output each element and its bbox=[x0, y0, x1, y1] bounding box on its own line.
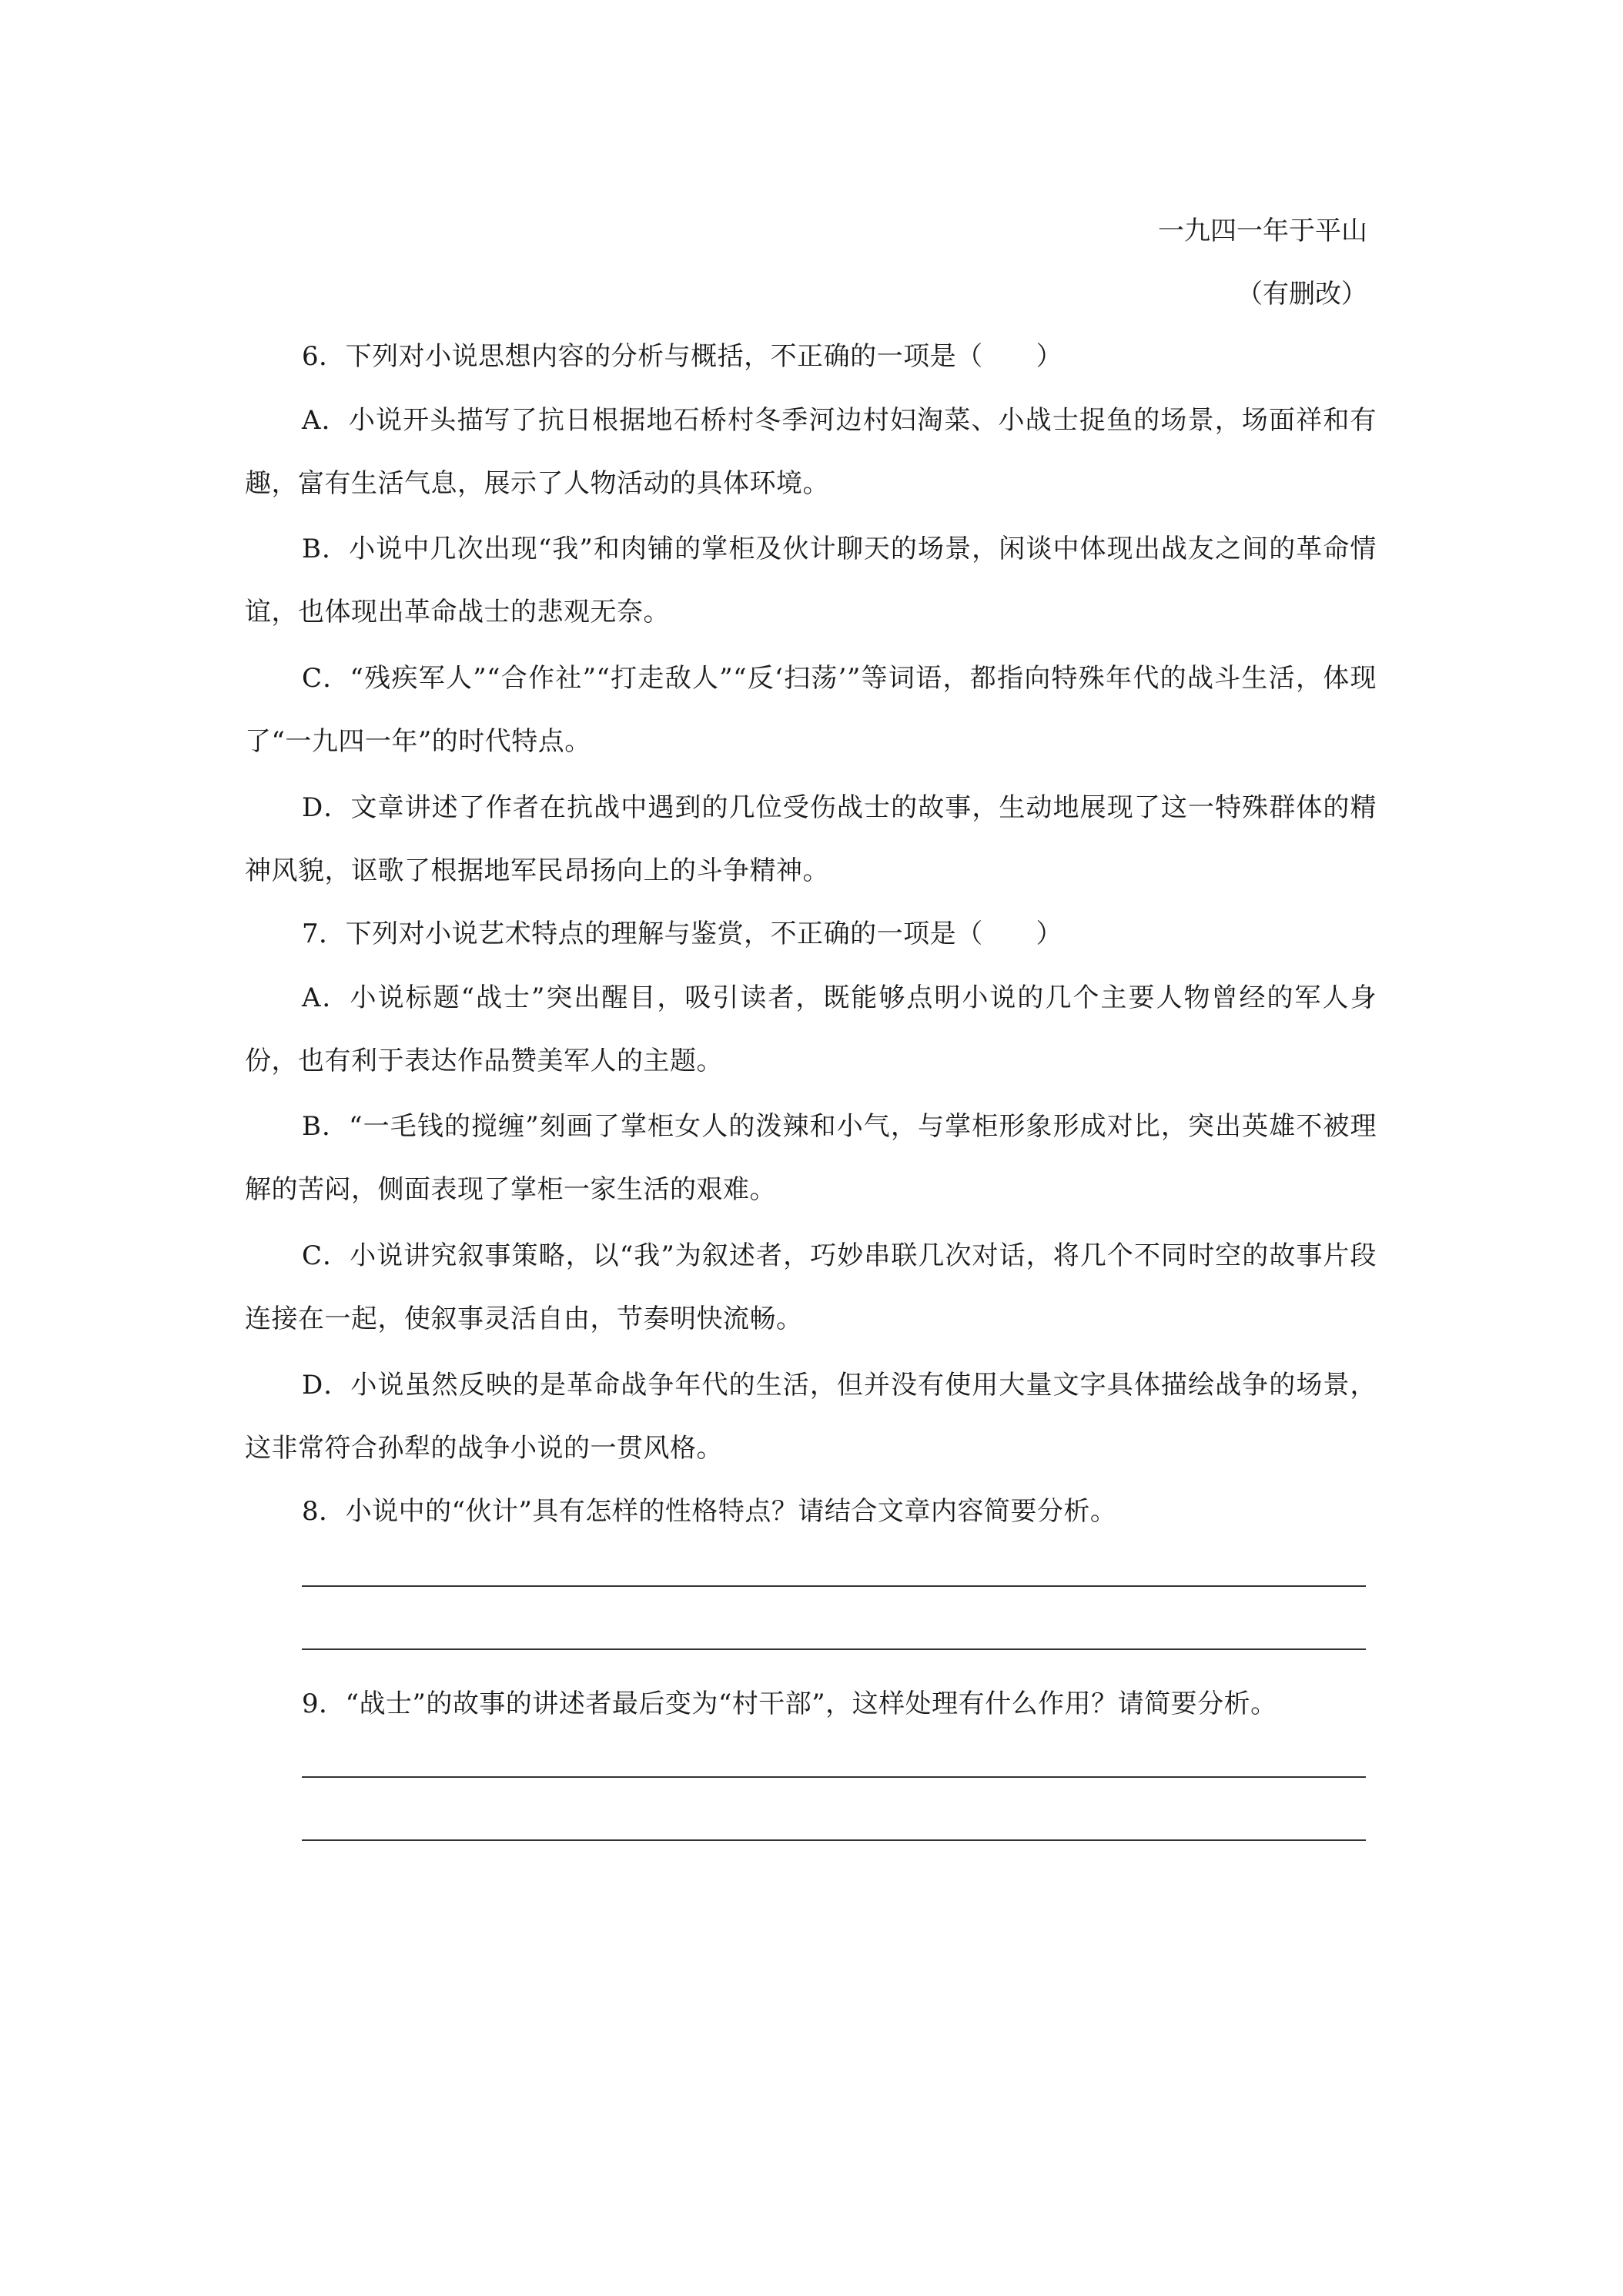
question-7-option-c: C．小说讲究叙事策略，以“我”为叙述者，巧妙串联几次对话，将几个不同时空的故事片段连接在一起，使叙事灵活自由，节奏明快流畅。 bbox=[245, 1240, 1377, 1334]
question-8-stem: 8．小说中的“伙计”具有怎样的性格特点？请结合文章内容简要分析。 bbox=[302, 1496, 1117, 1527]
question-6-option-a: A．小说开头描写了抗日根据地石桥村冬季河边村妇淘菜、小战士捉鱼的场景，场面祥和有趣，富有生活气息，展示了人物活动的具体环境。 bbox=[245, 405, 1377, 499]
question-7-stem: 7．下列对小说艺术特点的理解与鉴赏，不正确的一项是（ ） bbox=[302, 919, 1063, 949]
question-9-answer-line-1[interactable] bbox=[302, 1776, 1366, 1778]
question-8-answer-line-2[interactable] bbox=[302, 1648, 1366, 1650]
question-9-answer-line-2[interactable] bbox=[302, 1839, 1366, 1841]
source-date-place: 一九四一年于平山 bbox=[1158, 216, 1367, 246]
question-7-option-a: A．小说标题“战士”突出醒目，吸引读者，既能够点明小说的几个主要人物曾经的军人身份，也有利于表达作品赞美军人的主题。 bbox=[245, 982, 1377, 1076]
question-8-answer-line-1[interactable] bbox=[302, 1585, 1366, 1587]
question-7-option-b: B．“一毛钱的搅缠”刻画了掌柜女人的泼辣和小气，与掌柜形象形成对比，突出英雄不被理解的苦闷，侧面表现了掌柜一家生活的艰难。 bbox=[245, 1111, 1377, 1205]
question-6-stem: 6．下列对小说思想内容的分析与概括，不正确的一项是（ ） bbox=[302, 341, 1063, 372]
source-note: （有删改） bbox=[1236, 279, 1367, 310]
question-6-option-b: B．小说中几次出现“我”和肉铺的掌柜及伙计聊天的场景，闲谈中体现出战友之间的革命情谊，也体现出革命战士的悲观无奈。 bbox=[245, 534, 1377, 628]
question-6-option-c: C．“残疾军人”“合作社”“打走敌人”“反‘扫荡’”等词语，都指向特殊年代的战斗生活，体现了“一九四一年”的时代特点。 bbox=[245, 663, 1377, 757]
question-6-option-d: D．文章讲述了作者在抗战中遇到的几位受伤战士的故事，生动地展现了这一特殊群体的精神风貌，讴歌了根据地军民昂扬向上的斗争精神。 bbox=[245, 792, 1377, 886]
question-7-option-d: D．小说虽然反映的是革命战争年代的生活，但并没有使用大量文字具体描绘战争的场景，这非常符合孙犁的战争小说的一贯风格。 bbox=[245, 1370, 1377, 1464]
question-9-stem: 9．“战士”的故事的讲述者最后变为“村干部”，这样处理有什么作用？请简要分析。 bbox=[302, 1689, 1277, 1719]
